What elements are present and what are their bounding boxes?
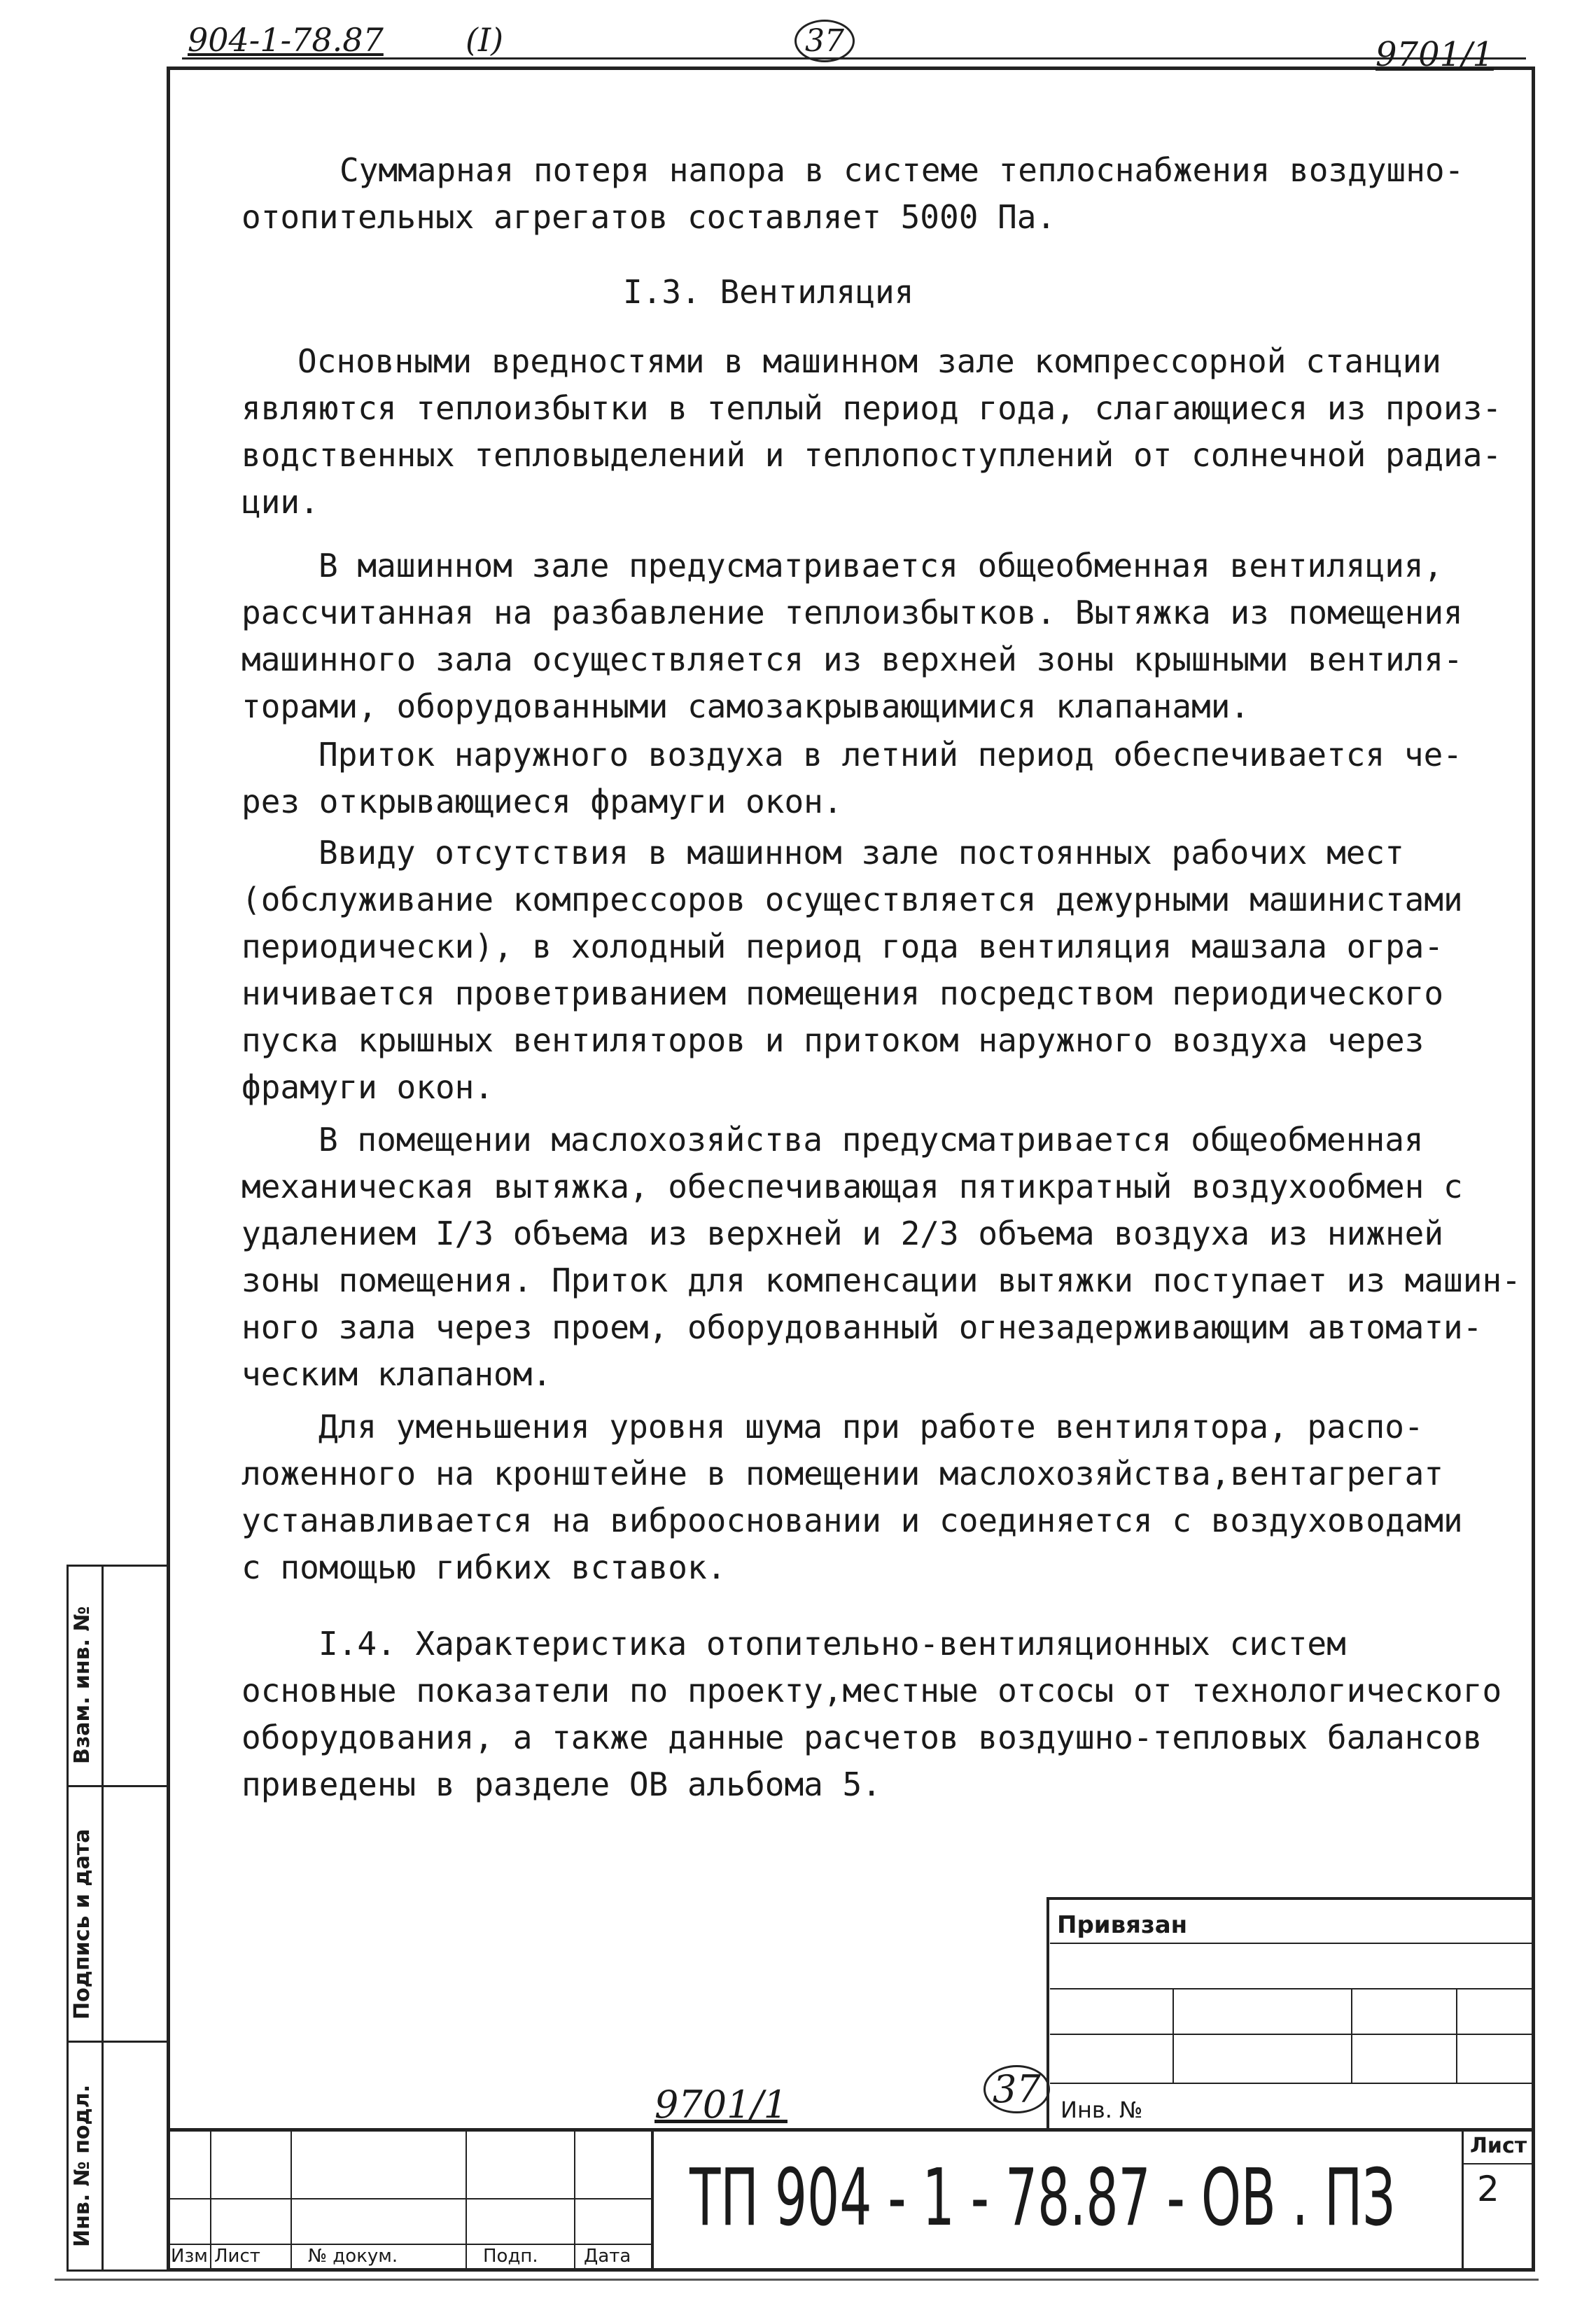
- paragraph-cold-period: [241, 830, 1502, 1111]
- column-label-change: Изм: [171, 2246, 208, 2267]
- text-line: ничивается проветриванием помещения посредством периодического: [241, 974, 1444, 1012]
- header-rule: [182, 57, 1526, 60]
- text-line: Для уменьшения уровня шума при работе вентилятора, распо-: [318, 1408, 1424, 1446]
- text-line: Суммарная потеря напора в системе теплоснабжения воздушно-: [340, 151, 1464, 189]
- circled-page-number: 37: [983, 2065, 1050, 2113]
- title-block-line: [167, 2128, 1535, 2132]
- text-line: фрамуги окон.: [241, 1068, 494, 1106]
- frame-right-border: [1532, 67, 1535, 2272]
- paragraph-oil-facility: [241, 1117, 1521, 1398]
- text-line: (обслуживание компрессоров осуществляется дежурными машинистами: [241, 881, 1463, 918]
- column-label-date: Дата: [584, 2246, 631, 2267]
- text-line: ного зала через проем, оборудованный огнезадерживающим автомати-: [241, 1308, 1483, 1346]
- title-block-line: [1462, 2128, 1464, 2268]
- text-line: рез открывающиеся фрамуги окон.: [241, 783, 843, 820]
- paragraph-noise: [241, 1404, 1502, 1591]
- text-line: В машинном зале предусматривается общеобменная вентиляция,: [318, 547, 1443, 585]
- sheet-number: 2: [1477, 2169, 1499, 2209]
- column-label-signature: Подп.: [483, 2246, 538, 2267]
- side-stamp-divider: [66, 1785, 170, 1787]
- text-line: с помощью гибких вставок.: [241, 1548, 727, 1586]
- handwritten-inventory-number: 9701/1: [654, 2083, 788, 2127]
- sheet-label: Лист: [1470, 2134, 1527, 2158]
- text-line: отопительных агрегатов составляет 5000 Па.: [241, 198, 1056, 236]
- text-line: оборудования, а также данные расчетов воздушно-тепловых балансов: [241, 1719, 1483, 1756]
- title-block-line: [210, 2128, 211, 2268]
- title-block-line: [1463, 2163, 1533, 2164]
- side-stamp-divider: [66, 2041, 170, 2043]
- side-label-original-inv: Инв. № подл.: [70, 2084, 94, 2247]
- title-block-line: [465, 2128, 467, 2268]
- text-line: рассчитанная на разбавление теплоизбытков. Вытяжка из помещения: [241, 594, 1463, 631]
- text-line: ции.: [241, 483, 319, 521]
- text-line: В помещении маслохозяйства предусматривается общеобменная: [318, 1121, 1424, 1159]
- side-stamp-divider: [102, 1565, 104, 2272]
- title-block-line: [1050, 1943, 1533, 1944]
- title-block-line: [1172, 1988, 1174, 2083]
- title-block-line: [651, 2128, 654, 2268]
- text-line: машинного зала осуществляется из верхней зоны крышными вентиля-: [241, 641, 1463, 678]
- title-block-line: [1050, 1988, 1533, 1989]
- paragraph-characteristics: [241, 1621, 1502, 1808]
- paragraph-inflow: [241, 732, 1502, 825]
- title-block-line: [574, 2128, 575, 2268]
- frame-top-border: [167, 67, 1535, 70]
- column-label-document: № докум.: [308, 2246, 398, 2267]
- text-line: пуска крышных вентиляторов и притоком наружного воздуха через: [241, 1021, 1424, 1059]
- header-part-mark: (I): [465, 21, 504, 59]
- inventory-label: Инв. №: [1060, 2097, 1143, 2123]
- title-block-line: [1050, 2083, 1533, 2084]
- paragraph-pressure-loss: [241, 147, 1502, 241]
- title-block-line: [1050, 2034, 1533, 2035]
- text-line: торами, оборудованными самозакрывающимися клапанами.: [241, 687, 1250, 725]
- side-label-signature-date: Подпись и дата: [70, 1828, 94, 2020]
- text-line: Основными вредностями в машинном зале компрессорной станции: [298, 342, 1441, 380]
- header-inventory-number: 9701/1: [1376, 35, 1494, 74]
- title-block-line: [1046, 1897, 1535, 1900]
- title-block-line: [290, 2128, 292, 2268]
- text-line: основные показатели по проекту,местные отсосы от технологического: [241, 1672, 1502, 1709]
- frame-bottom-border: [167, 2268, 1535, 2272]
- text-line: ческим клапаном.: [241, 1355, 552, 1393]
- paragraph-hazards: [241, 338, 1502, 526]
- outer-bottom-line: [55, 2279, 1539, 2281]
- text-line: удалением I/3 объема из верхней и 2/3 объема воздуха из нижней: [241, 1215, 1444, 1252]
- column-label-sheet: Лист: [214, 2246, 260, 2267]
- text-line: ложенного на кронштейне в помещении маслохозяйства,вентагрегат: [241, 1455, 1444, 1492]
- text-line: водственных тепловыделений и теплопоступлений от солнечной радиа-: [241, 436, 1502, 474]
- side-label-replacement-inv: Взам. инв. №: [70, 1606, 94, 1764]
- text-line: периодически), в холодный период года вентиляция машзала огра-: [241, 928, 1444, 965]
- document-code: ТП 904 - 1 - 78.87 - ОВ . ПЗ: [690, 2153, 1395, 2244]
- text-line: механическая вытяжка, обеспечивающая пятикратный воздухообмен с: [241, 1168, 1463, 1205]
- text-line: зоны помещения. Приток для компенсации вытяжки поступает из машин-: [241, 1261, 1521, 1299]
- text-line: устанавливается на виброосновании и соединяется с воздуховодами: [241, 1502, 1463, 1539]
- text-line: приведены в разделе ОВ альбома 5.: [241, 1765, 881, 1803]
- bound-label: Привязан: [1057, 1911, 1188, 1939]
- section-heading-ventilation: I.3. Вентиляция: [623, 273, 914, 311]
- title-block-line: [168, 2244, 651, 2245]
- title-block-line: [168, 2198, 651, 2199]
- title-block-line: [1456, 1988, 1457, 2083]
- header-page-number: 37: [794, 20, 855, 62]
- paragraph-machine-hall: [241, 543, 1502, 730]
- text-line: Ввиду отсутствия в машинном зале постоянных рабочих мест: [318, 834, 1404, 872]
- text-line: I.4. Характеристика отопительно-вентиляционных систем: [318, 1625, 1346, 1663]
- text-line: Приток наружного воздуха в летний период обеспечивается че-: [318, 736, 1462, 774]
- title-block-line: [1351, 1988, 1352, 2083]
- text-line: являются теплоизбытки в теплый период года, слагающиеся из произ-: [241, 389, 1502, 427]
- header-doc-number: 904-1-78.87: [188, 21, 384, 59]
